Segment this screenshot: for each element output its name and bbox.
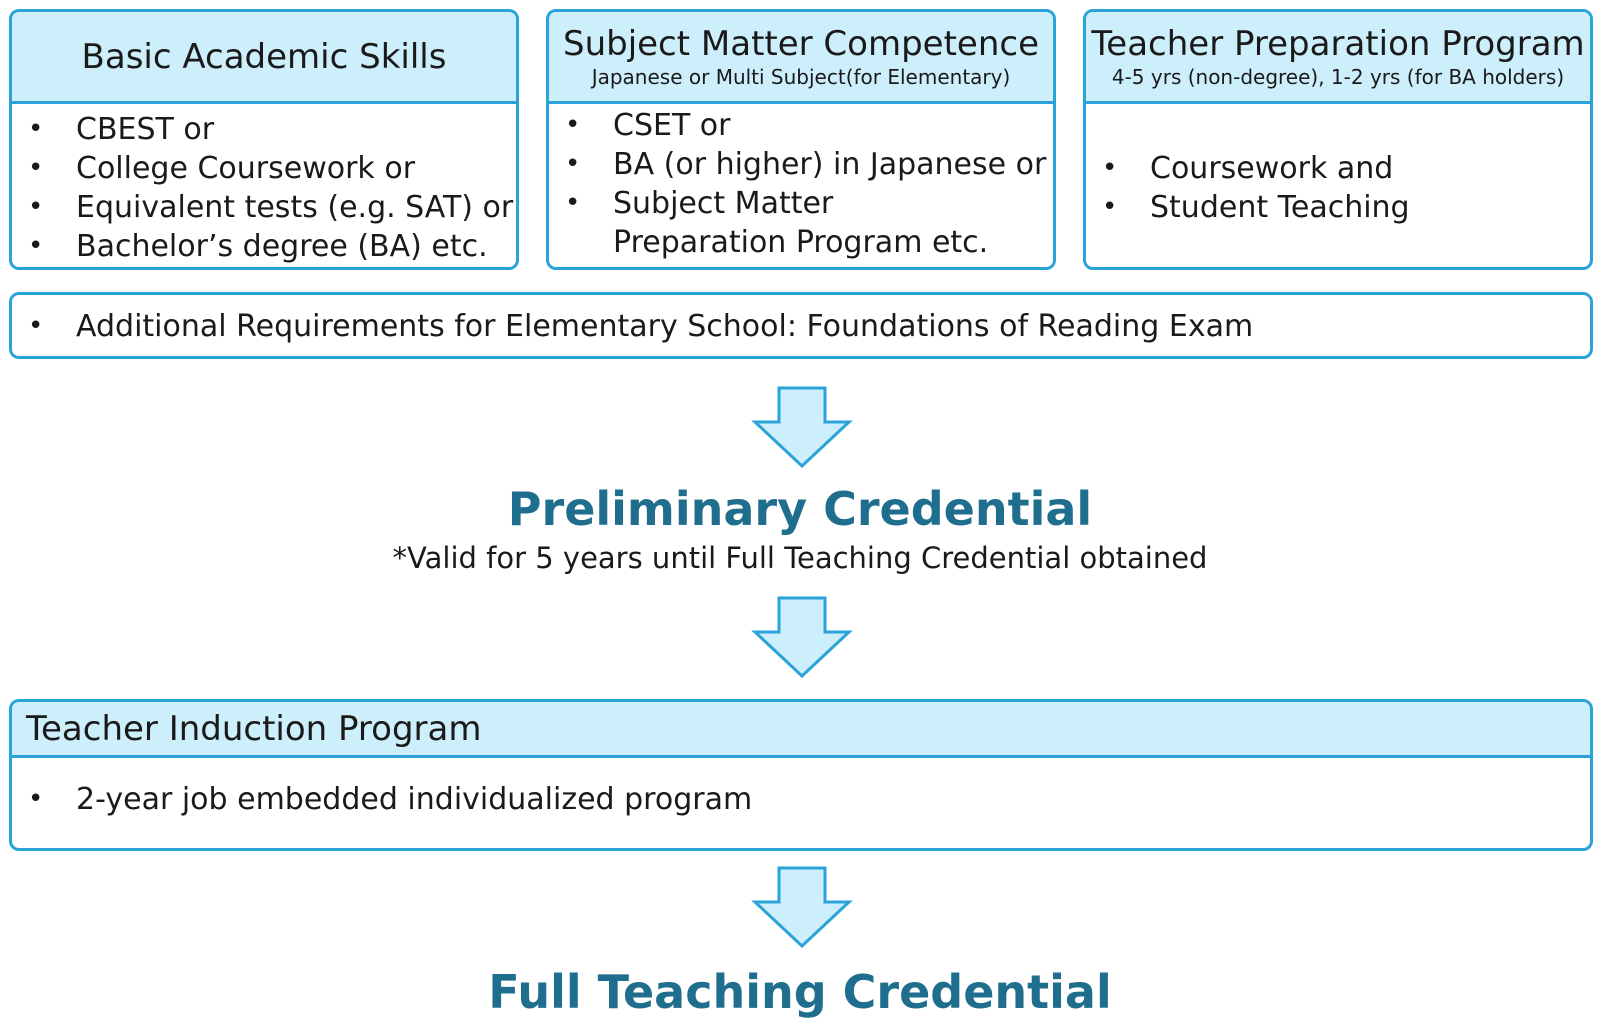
list-item: • College Coursework or [12,149,516,188]
down-arrow-icon [751,386,853,468]
basic-academic-skills-box [9,9,519,270]
subject-matter-competence-title: Subject Matter Competence [562,23,1040,64]
down-arrow-icon [751,596,853,678]
list-item: • Additional Requirements for Elementary School: Foundations of Reading Exam [12,307,1590,346]
teacher-preparation-program-header [1086,12,1590,104]
subject-matter-competence-box [546,9,1056,270]
subject-matter-competence-subtitle: Japanese or Multi Subject(for Elementary) [591,64,1011,89]
additional-requirements-box [9,292,1593,359]
subject-matter-competence-list [549,106,1053,262]
teacher-induction-program-title: Teacher Induction Program [26,708,482,749]
teacher-preparation-program-title: Teacher Preparation Program [1091,23,1585,64]
list-item: • Subject Matter Preparation Program etc. [549,184,1053,262]
full-teaching-credential-title: Full Teaching Credential [488,965,1112,1019]
teacher-preparation-program-subtitle: 4-5 yrs (non-degree), 1-2 yrs (for BA holders) [1111,64,1565,89]
list-item: • Equivalent tests (e.g. SAT) or [12,188,516,227]
list-item: • CSET or [549,106,1053,145]
list-item: • Coursework and [1086,149,1590,188]
teacher-preparation-program-box [1083,9,1593,270]
teacher-induction-program-header [12,702,1590,758]
basic-academic-skills-list [12,110,516,266]
basic-academic-skills-title: Basic Academic Skills [81,36,447,77]
basic-academic-skills-header [12,12,516,104]
preliminary-credential-note: *Valid for 5 years until Full Teaching Credential obtained [392,541,1208,575]
list-item: • Bachelor’s degree (BA) etc. [12,227,516,266]
teacher-induction-program-box [9,699,1593,851]
teacher-induction-program-list [12,780,1590,819]
down-arrow-icon [751,866,853,948]
list-item: • Student Teaching [1086,188,1590,227]
list-item: • 2-year job embedded individualized program [12,780,1590,819]
teacher-preparation-program-list [1086,149,1590,227]
preliminary-credential-title: Preliminary Credential [507,482,1093,536]
additional-requirements-list [12,307,1590,346]
list-item: • CBEST or [12,110,516,149]
list-item: • BA (or higher) in Japanese or [549,145,1053,184]
subject-matter-competence-header [549,12,1053,104]
